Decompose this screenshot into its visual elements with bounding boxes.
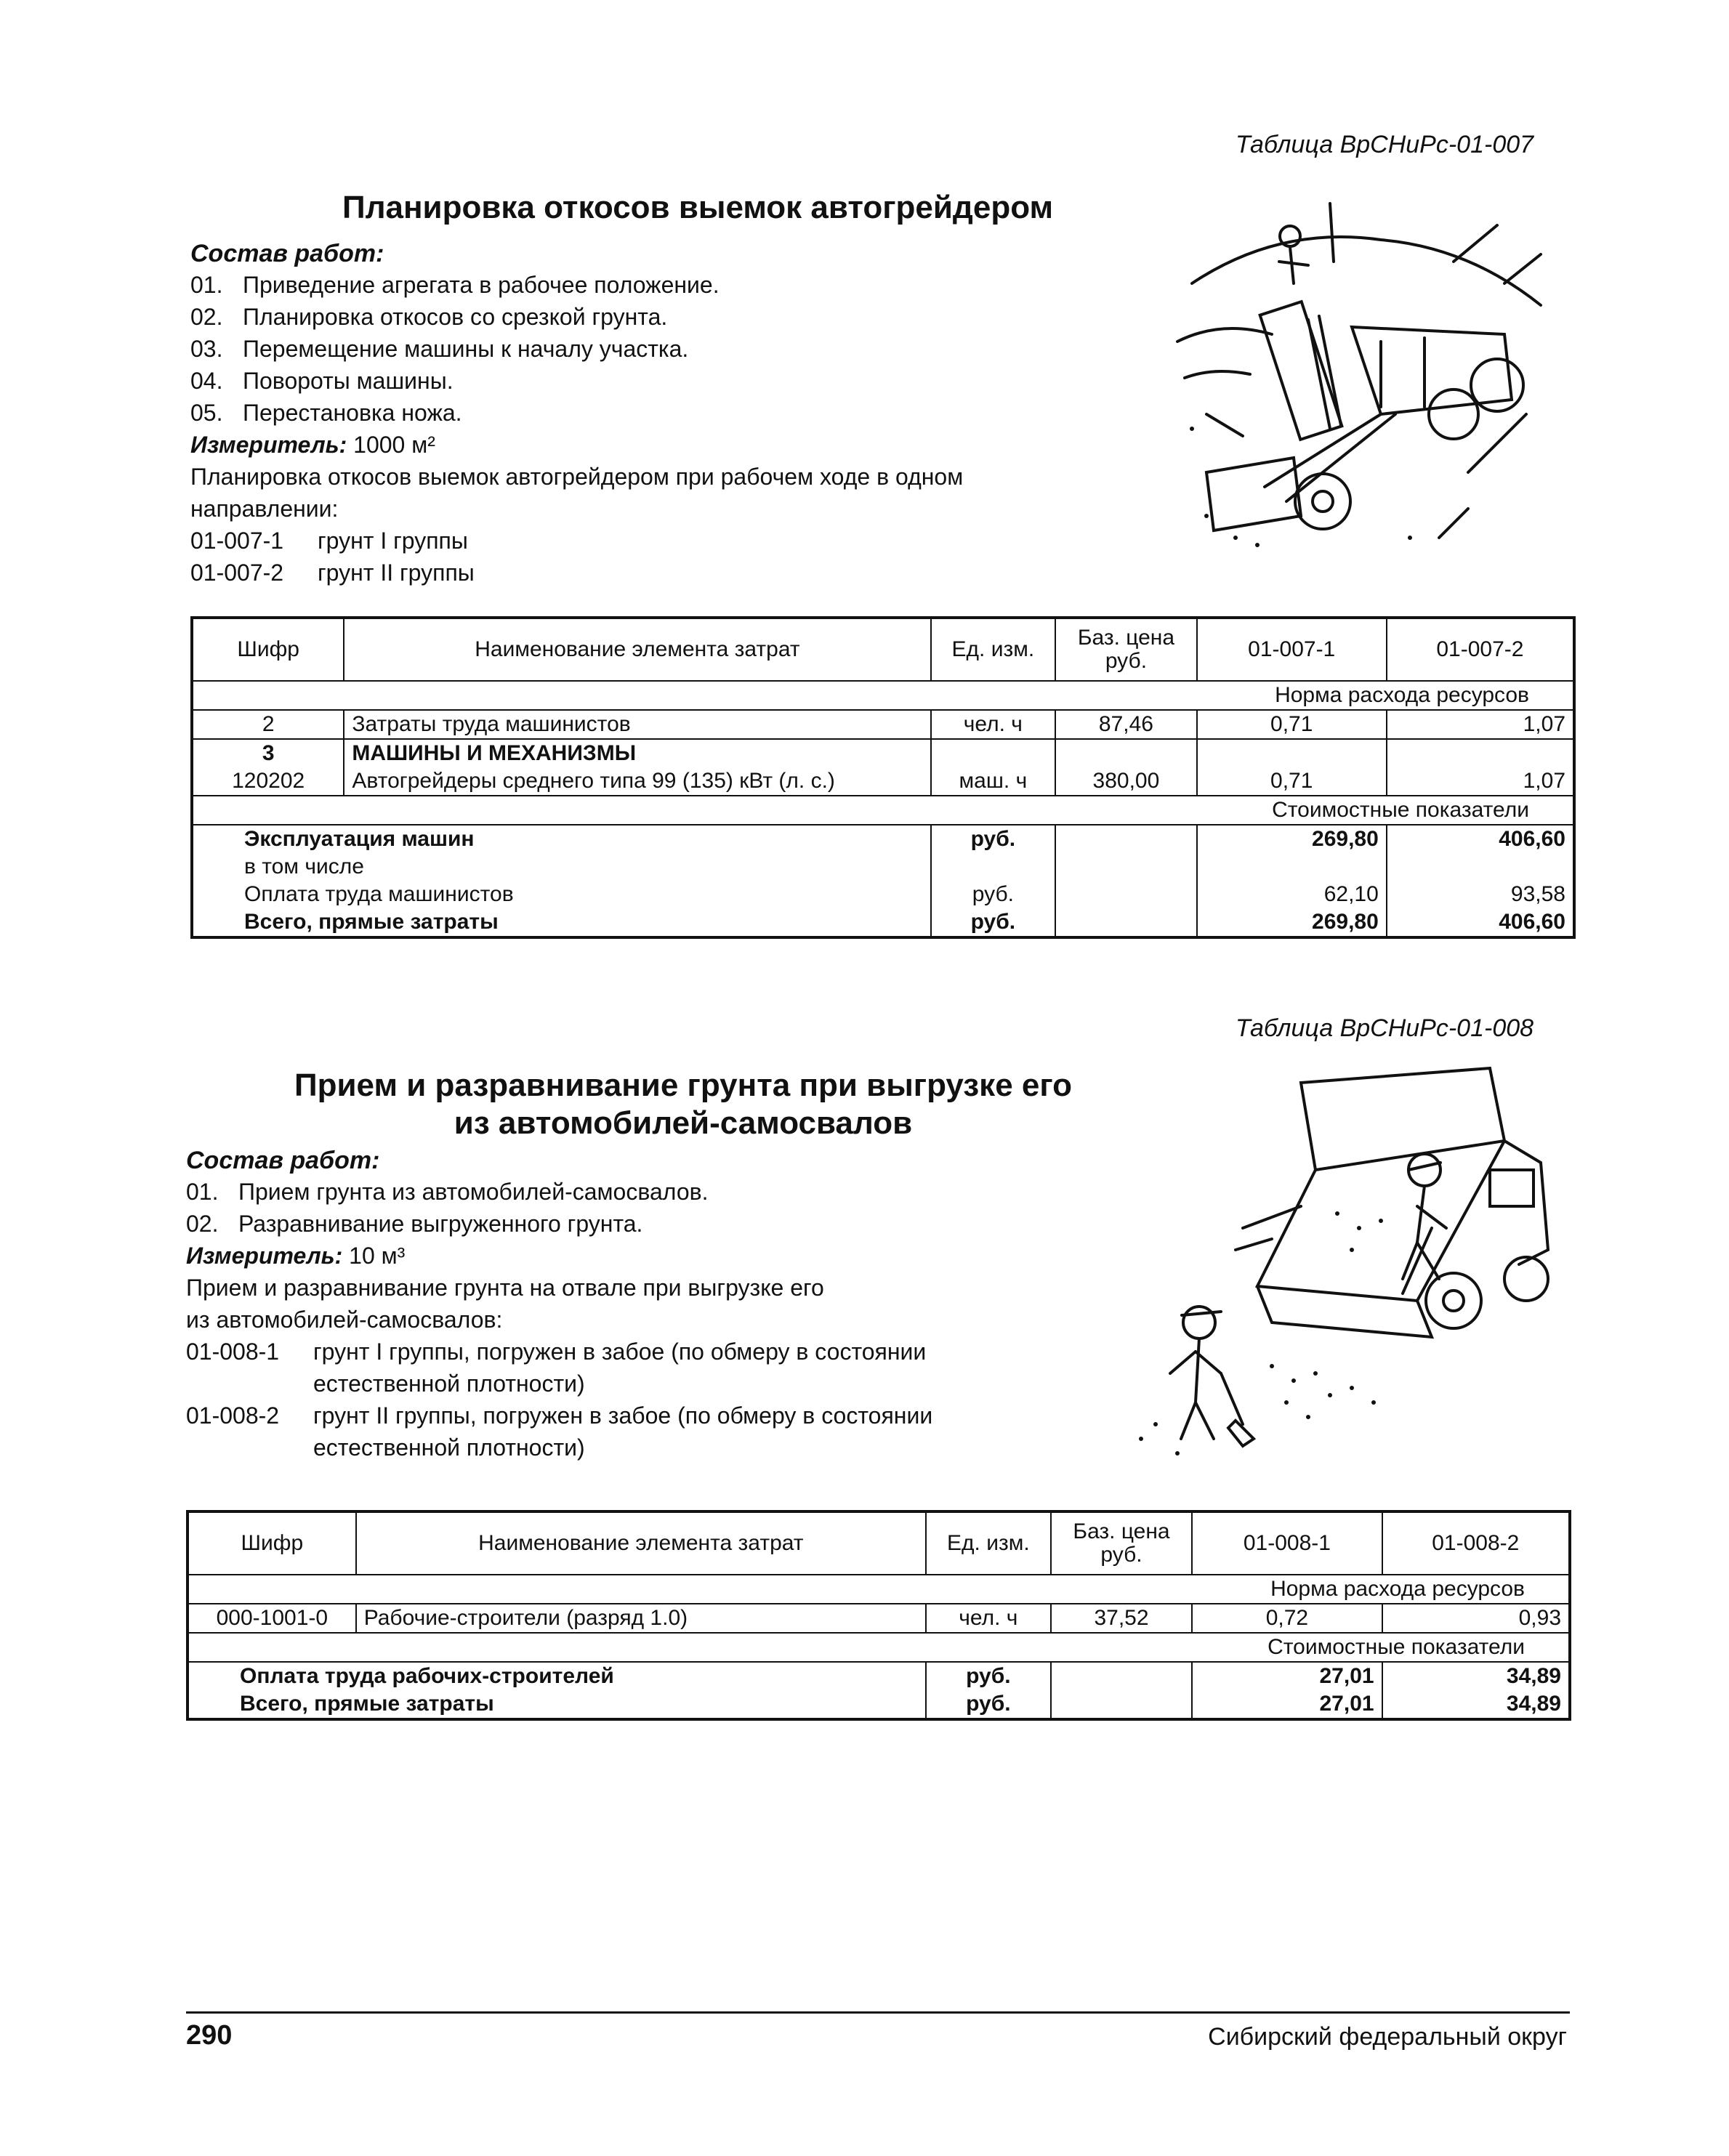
table-caption: Таблица ВрСНиРс-01-007 <box>1236 131 1534 158</box>
list-item: 02. Разравнивание выгруженного грунта. <box>186 1211 643 1237</box>
table-row <box>192 681 1574 710</box>
table-row <box>188 1633 1570 1662</box>
section-label: Норма расхода ресурсов <box>192 681 1574 710</box>
table-header <box>192 618 1574 681</box>
list-item: 05. Перестановка ножа. <box>190 400 462 426</box>
table-row <box>192 796 1574 825</box>
table-row: Оплата труда машинистов руб. 62,10 93,58 <box>192 881 1574 908</box>
measure: Измеритель: 10 м³ <box>186 1243 406 1269</box>
list-item-continued: естественной плотности) <box>313 1370 585 1397</box>
table-row: 000-1001-0 Рабочие-строители (разряд 1.0) чел. ч 37,52 0,72 0,93 <box>188 1604 1570 1633</box>
section-label: Стоимостные показатели <box>192 796 1574 825</box>
header-cell: 01-008-2 <box>1382 1511 1570 1575</box>
description: Прием и разравнивание грунта на отвале при выгрузке его <box>186 1275 824 1301</box>
header-cell: Ед. изм. <box>926 1511 1051 1575</box>
table-row <box>188 1575 1570 1604</box>
header-cell: 01-008-1 <box>1192 1511 1382 1575</box>
list-item-continued: естественной плотности) <box>313 1434 585 1461</box>
list-item: 02. Планировка откосов со срезкой грунта. <box>190 304 668 330</box>
norm-table <box>190 616 1576 939</box>
works-heading: Состав работ: <box>190 240 384 267</box>
description: направлении: <box>190 496 339 522</box>
table-header <box>188 1511 1570 1575</box>
table-row: 120202 Автогрейдеры среднего типа 99 (135) кВт (л. с.) маш. ч 380,00 0,71 1,07 <box>192 767 1574 796</box>
list-item: 03. Перемещение машины к началу участка. <box>190 336 689 362</box>
header-cell: Шифр <box>192 618 344 681</box>
measure: Измеритель: 1000 м² <box>190 432 435 458</box>
header-cell: Шифр <box>188 1511 356 1575</box>
section-label: Стоимостные показатели <box>188 1633 1570 1662</box>
list-item: 04. Повороты машины. <box>190 368 454 394</box>
section-title: Планировка откосов выемок автогрейдером <box>342 190 1054 225</box>
works-list <box>186 1176 932 1463</box>
header-cell: 01-007-1 <box>1197 618 1387 681</box>
table-row: в том числе <box>192 853 1574 881</box>
header-cell: 01-007-2 <box>1387 618 1574 681</box>
norm-table <box>186 1510 1571 1721</box>
header-cell: Баз. цена руб. <box>1055 618 1196 681</box>
list-item: 01-008-2 грунт II группы, погружен в забое (по обмеру в состоянии <box>186 1402 933 1429</box>
header-cell: Наименование элемента затрат <box>344 618 930 681</box>
footer-rule <box>186 2011 1570 2014</box>
works-heading: Состав работ: <box>186 1147 380 1174</box>
page-number: 290 <box>186 2020 233 2051</box>
section-label: Норма расхода ресурсов <box>188 1575 1570 1604</box>
header-cell: Наименование элемента затрат <box>356 1511 926 1575</box>
table-row: 3 МАШИНЫ И МЕХАНИЗМЫ <box>192 739 1574 767</box>
table-row: Оплата труда рабочих-строителей руб. 27,01 34,89 <box>188 1662 1570 1690</box>
works-list <box>190 269 963 589</box>
list-item: 01-007-2 грунт II группы <box>190 560 475 586</box>
header-cell: Ед. изм. <box>931 618 1056 681</box>
dump-truck-workers-illustration <box>1112 1061 1563 1468</box>
header-cell: Баз. цена руб. <box>1051 1511 1192 1575</box>
motor-grader-illustration <box>1163 196 1570 560</box>
description: Планировка откосов выемок автогрейдером при рабочем ходе в одном <box>190 464 964 490</box>
table-row: 2 Затраты труда машинистов чел. ч 87,46 0,71 1,07 <box>192 710 1574 739</box>
description: из автомобилей-самосвалов: <box>186 1307 503 1333</box>
running-footer: Сибирский федеральный округ <box>1208 2023 1567 2051</box>
list-item: 01-007-1 грунт I группы <box>190 528 468 554</box>
table-row: Эксплуатация машин руб. 269,80 406,60 <box>192 825 1574 853</box>
list-item: 01-008-1 грунт I группы, погружен в забое (по обмеру в состоянии <box>186 1339 927 1365</box>
table-row: Всего, прямые затраты руб. 27,01 34,89 <box>188 1690 1570 1719</box>
table-row: Всего, прямые затраты руб. 269,80 406,60 <box>192 908 1574 937</box>
list-item: 01. Приведение агрегата в рабочее положение. <box>190 272 720 298</box>
list-item: 01. Прием грунта из автомобилей-самосвалов. <box>186 1179 709 1205</box>
section-title: Прием и разравнивание грунта при выгрузке его из автомобилей-самосвалов <box>294 1067 1072 1141</box>
table-caption: Таблица ВрСНиРс-01-008 <box>1236 1014 1534 1042</box>
